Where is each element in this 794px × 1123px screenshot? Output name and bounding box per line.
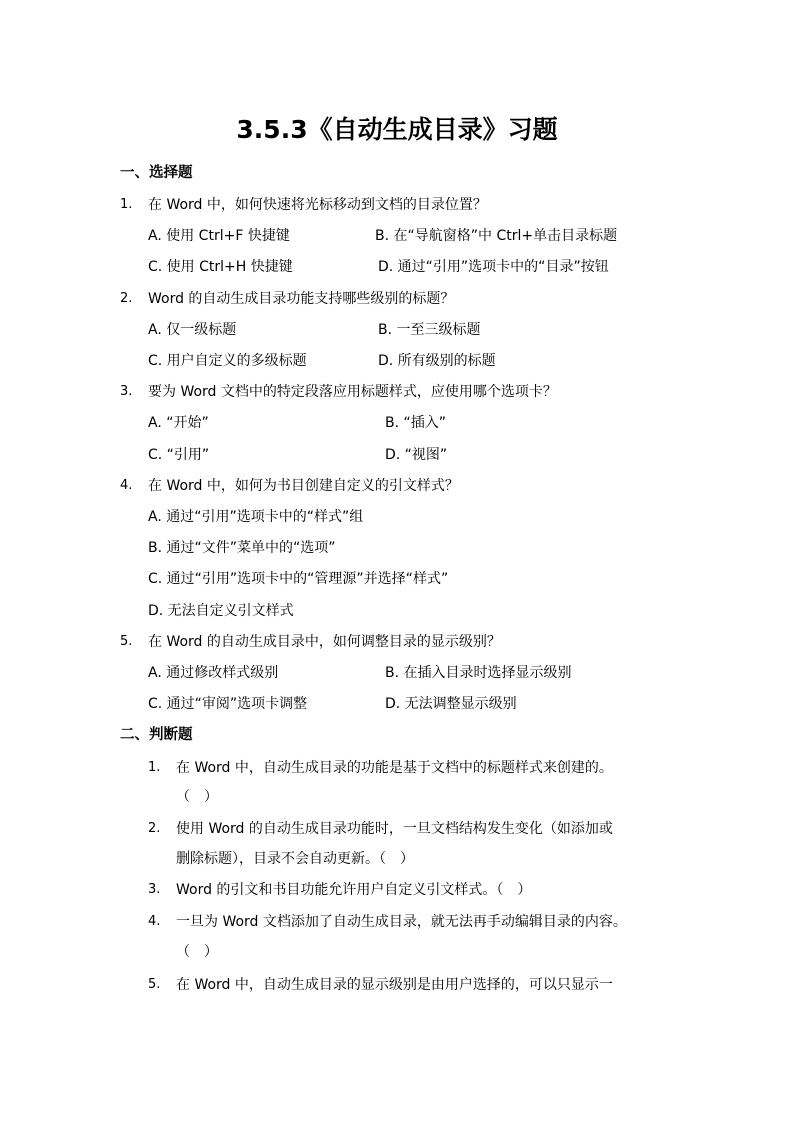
option-a: A. 使用 Ctrl+F 快捷键	[148, 228, 290, 244]
option-c: C. 用户自定义的多级标题	[148, 353, 307, 369]
item-number: 3.	[148, 882, 161, 897]
section-heading-choice: 一、选择题	[120, 165, 193, 181]
option-b: B. 在“导航窗格”中 Ctrl+单击目录标题	[375, 228, 618, 244]
option-b: B. 在插入目录时选择显示级别	[385, 665, 572, 681]
option-b: B. 一至三级标题	[378, 322, 481, 338]
answer-blank: （ ）	[176, 789, 218, 805]
item-number: 4.	[148, 914, 161, 929]
item-number: 2.	[148, 821, 161, 836]
option-a: A. 通过“引用”选项卡中的“样式”组	[148, 509, 364, 525]
question-number: 2.	[120, 291, 133, 306]
question-text: Word 的自动生成目录功能支持哪些级别的标题？	[148, 291, 455, 307]
item-text: 使用 Word 的自动生成目录功能时，一旦文档结构发生变化（如添加或	[176, 821, 613, 837]
option-c: C. 使用 Ctrl+H 快捷键	[148, 259, 293, 275]
question-number: 4.	[120, 478, 133, 493]
item-number: 5.	[148, 977, 161, 992]
option-d: D. 通过“引用”选项卡中的“目录”按钮	[378, 259, 609, 275]
item-text: 在 Word 中，自动生成目录的功能是基于文档中的标题样式来创建的。	[176, 760, 613, 776]
option-c: C. “引用”	[148, 447, 210, 463]
option-d: D. 所有级别的标题	[378, 353, 496, 369]
option-d: D. 无法调整显示级别	[385, 696, 517, 712]
option-d: D. 无法自定义引文样式	[148, 603, 294, 619]
option-a: A. “开始”	[148, 415, 209, 431]
item-text: 一旦为 Word 文档添加了自动生成目录，就无法再手动编辑目录的内容。	[176, 914, 627, 930]
question-text: 在 Word 中，如何为书目创建自定义的引文样式？	[148, 478, 459, 494]
question-number: 3.	[120, 384, 133, 399]
item-text: 在 Word 中，自动生成目录的显示级别是由用户选择的，可以只显示一	[176, 977, 613, 993]
option-d: D. “视图”	[385, 447, 448, 463]
question-number: 1.	[120, 197, 133, 212]
option-c: C. 通过“审阅”选项卡调整	[148, 696, 308, 712]
item-text-cont: 删除标题），目录不会自动更新。（ ）	[176, 851, 414, 867]
option-c: C. 通过“引用”选项卡中的“管理源”并选择“样式”	[148, 571, 449, 587]
document-title: 3.5.3《自动生成目录》习题	[236, 115, 558, 144]
question-text: 要为 Word 文档中的特定段落应用标题样式，应使用哪个选项卡？	[148, 384, 557, 400]
option-b: B. 通过“文件”菜单中的“选项”	[148, 540, 336, 556]
option-a: A. 仅一级标题	[148, 322, 237, 338]
question-text: 在 Word 的自动生成目录中，如何调整目录的显示级别？	[148, 634, 501, 650]
option-b: B. “插入”	[385, 415, 447, 431]
question-number: 5.	[120, 634, 133, 649]
answer-blank: （ ）	[176, 944, 218, 960]
question-text: 在 Word 中，如何快速将光标移动到文档的目录位置？	[148, 197, 487, 213]
item-number: 1.	[148, 760, 161, 775]
item-text: Word 的引文和书目功能允许用户自定义引文样式。（ ）	[176, 882, 532, 898]
section-heading-judgment: 二、判断题	[120, 727, 193, 743]
option-a: A. 通过修改样式级别	[148, 665, 279, 681]
